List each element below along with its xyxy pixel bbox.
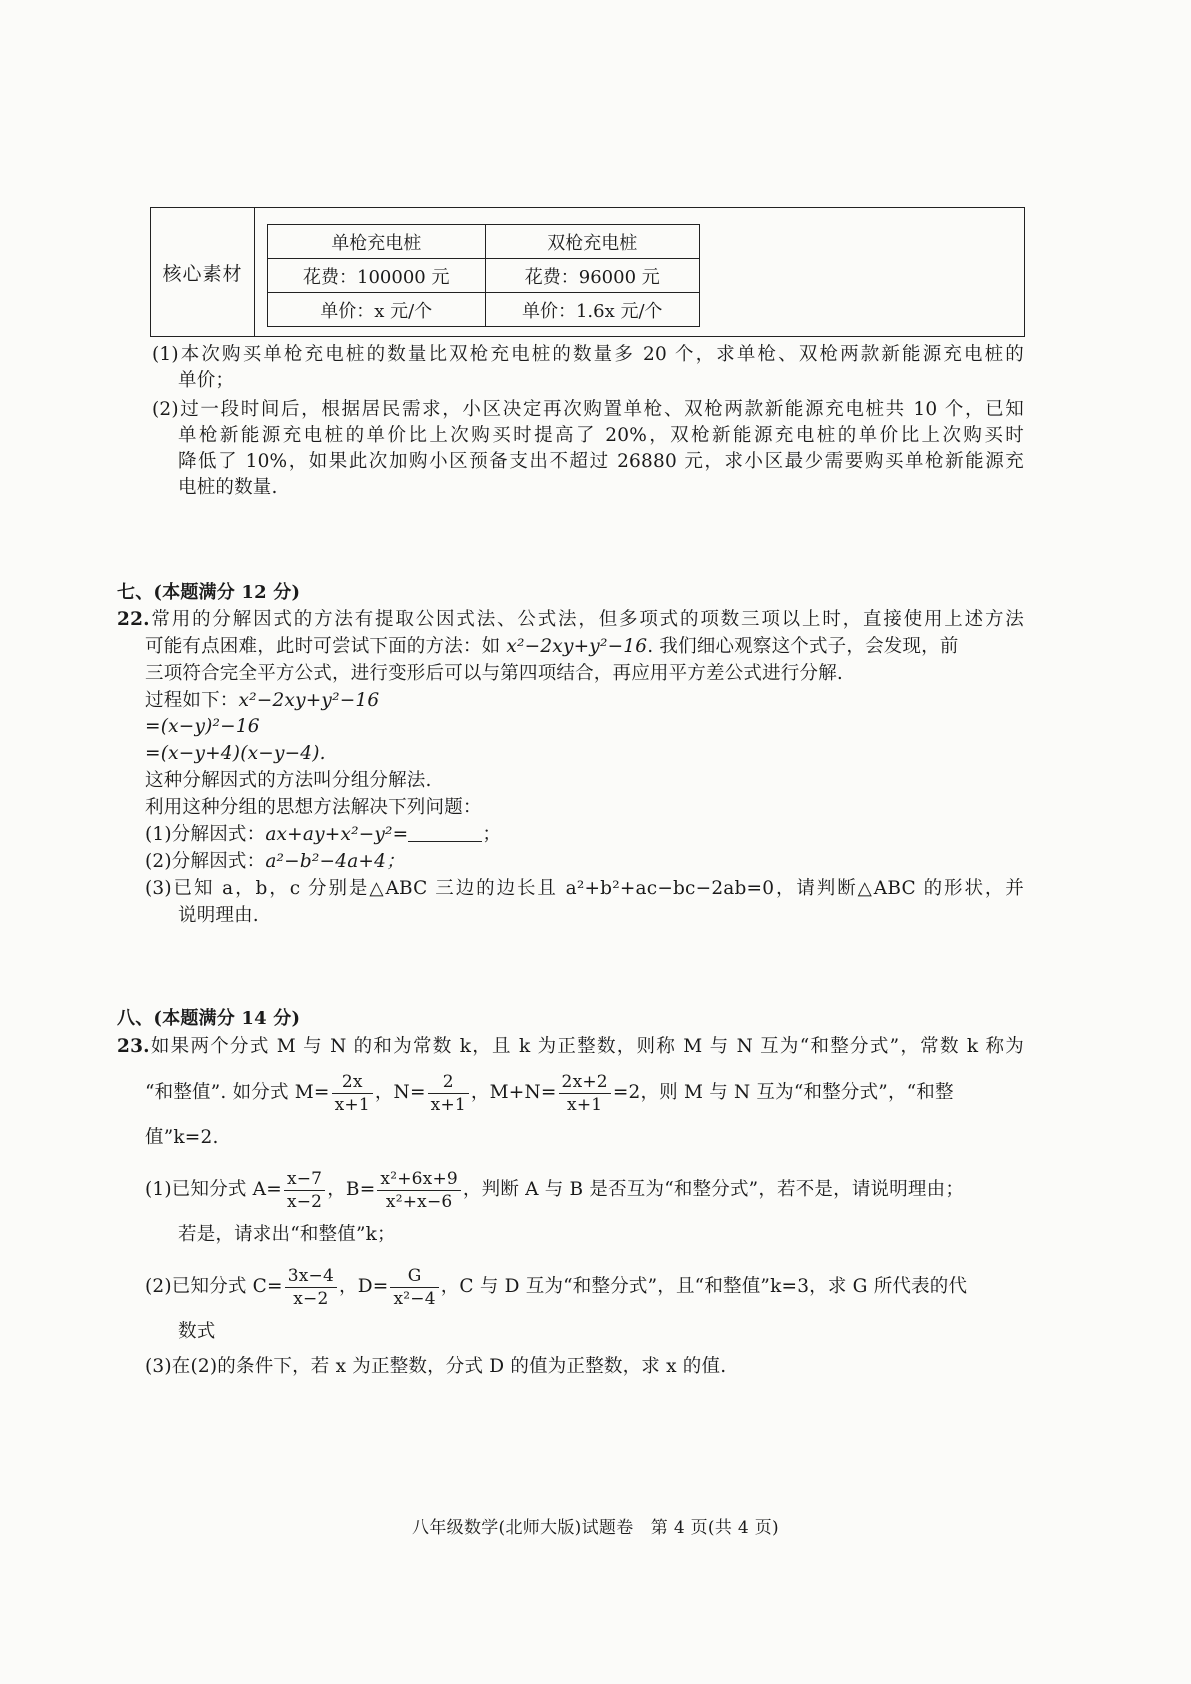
core-material-label: 核心素材 [151,208,255,336]
q22-process [145,688,379,714]
C-numerator: 3x−4 [285,1265,337,1288]
q23-line1-text: 如果两个分式 M 与 N 的和为常数 k，且 k 为正整数，则称 M 与 N 互为“和整分式”，常数 k 称为 [149,1036,1024,1057]
q21-part1-line2: 单价； [178,370,235,391]
table-header-row [268,225,700,259]
q22-part3-line1: (3)已知 a，b，c 分别是△ABC 三边的边长且 a²+b²+ac−bc−2ab=0，请判断△ABC 的形状，并 [145,878,1024,899]
q23-part2-line2: 数式 [178,1321,216,1342]
q22-part1 [145,822,501,848]
q22-line3: 三项符合完全平方公式，进行变形后可以与第四项结合，再应用平方差公式进行分解. [145,663,843,684]
page-footer: 八年级数学(北师大版)试题卷 第 4 页(共 4 页) [412,1518,779,1538]
sum-pre: ，M+N= [470,1082,557,1103]
q21-part2-line2: 单枪新能源充电桩的单价比上次购买时提高了 20%，双枪新能源充电桩的单价比上次购买时 [178,425,1024,446]
header-single-gun: 单枪充电桩 [268,225,486,259]
N-denominator: x+1 [430,1094,466,1115]
charger-price-table [267,224,700,327]
q22-part2 [145,849,405,875]
section-7-heading: 七、(本题满分 12 分) [117,582,301,603]
D-pre: ，D= [339,1276,389,1297]
A-numerator: x−7 [284,1168,325,1191]
q22-line2 [145,634,959,660]
process-step-2 [145,714,260,740]
section-8-heading: 八、(本题满分 14 分) [117,1008,301,1029]
sum-numerator: 2x+2 [559,1071,611,1094]
answer-blank[interactable] [408,823,482,842]
q23-line3: 值”k=2. [145,1127,219,1148]
q23-definition-line [145,1068,954,1118]
cell-double-price: 单价：1.6x 元/个 [485,293,699,327]
def-post: =2，则 M 与 N 互为“和整分式”，“和整 [612,1082,954,1103]
q22-line1 [117,607,1024,633]
C-denominator: x−2 [293,1288,329,1309]
process-step-3-expr: =(x−y+4)(x−y−4). [145,743,326,764]
q22-part1-expr: ax+ay+x²−y²= [265,824,409,845]
q21-part2-line1: (2)过一段时间后，根据居民需求，小区决定再次购置单枪、双枪两款新能源充电桩共 10 个，已知 [152,399,1024,420]
use-method: 利用这种分组的思想方法解决下列问题： [145,797,482,818]
q21-part2-line4: 电桩的数量. [178,477,278,498]
q23-line1 [117,1034,1024,1060]
q22-line2-pre: 可能有点困难，此时可尝试下面的方法：如 [145,636,507,657]
q22-part1-pre: (1)分解因式： [145,824,266,845]
def-pre: “和整值”. 如分式 M= [145,1082,330,1103]
fraction-B [377,1168,461,1213]
fraction-A [284,1168,325,1213]
q21-part2-line3: 降低了 10%，如果此次加购小区预备支出不超过 26880 元，求小区最少需要购买单枪新能源充 [178,451,1024,472]
process-step-2-expr: =(x−y)²−16 [145,716,260,737]
fraction-D [390,1265,438,1310]
q23-number: 23. [117,1036,150,1057]
B-denominator: x²+x−6 [385,1191,453,1212]
q22-line2-post: . 我们细心观察这个式子，会发现，前 [647,636,959,657]
table-row-price [268,293,700,327]
M-denominator: x+1 [334,1094,370,1115]
q21-part1-line1: (1)本次购买单枪充电桩的数量比双枪充电桩的数量多 20 个，求单枪、双枪两款新能源充电桩的 [152,344,1024,365]
process-label: 过程如下： [145,690,239,711]
D-denominator: x²−4 [393,1288,436,1309]
sum-denominator: x+1 [567,1094,603,1115]
fraction-N [428,1071,469,1116]
M-numerator: 2x [332,1071,373,1094]
p2-post: ，C 与 D 互为“和整分式”，且“和整值”k=3，求 G 所代表的代 [440,1276,968,1297]
fraction-M [332,1071,373,1116]
core-material-table [150,207,1025,337]
cell-double-cost: 花费：96000 元 [485,259,699,293]
N-numerator: 2 [428,1071,469,1094]
q23-part1 [145,1165,964,1215]
q23-part3: (3)在(2)的条件下，若 x 为正整数，分式 D 的值为正整数，求 x 的值. [145,1356,727,1377]
header-double-gun: 双枪充电桩 [485,225,699,259]
cell-single-price: 单价：x 元/个 [268,293,486,327]
fraction-sum [559,1071,611,1116]
q22-part1-post: ； [482,824,502,845]
p1-post: ，判断 A 与 B 是否互为“和整分式”，若不是，请说明理由； [462,1179,965,1200]
q23-part2 [145,1262,967,1312]
D-numerator: G [390,1265,438,1288]
q22-part2-pre: (2)分解因式： [145,851,266,872]
q22-part3-line2: 说明理由. [178,905,259,926]
q22-line1-text: 常用的分解因式的方法有提取公因式法、公式法，但多项式的项数三项以上时，直接使用上述方法 [149,609,1024,630]
q23-part1-line2: 若是，请求出“和整值”k； [178,1224,396,1245]
N-pre: ，N= [374,1082,426,1103]
table-row-cost [268,259,700,293]
q22-number: 22. [117,609,150,630]
A-denominator: x−2 [286,1191,323,1212]
B-pre: ，B= [327,1179,376,1200]
process-step-1: x²−2xy+y²−16 [238,690,380,711]
method-name: 这种分解因式的方法叫分组分解法. [145,770,432,791]
B-numerator: x²+6x+9 [377,1168,461,1191]
fraction-C [285,1265,337,1310]
q22-part2-expr: a²−b²−4a+4； [265,851,405,872]
q22-example-expression: x²−2xy+y²−16 [506,636,648,657]
p1-pre: (1)已知分式 A= [145,1179,282,1200]
p2-pre: (2)已知分式 C= [145,1276,283,1297]
cell-single-cost: 花费：100000 元 [268,259,486,293]
process-step-3 [145,741,326,767]
